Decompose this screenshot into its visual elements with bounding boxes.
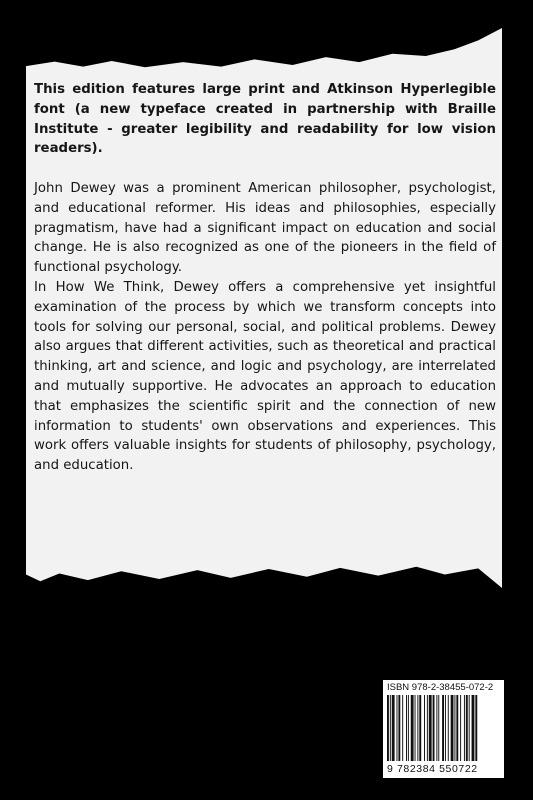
blurb: [34, 80, 496, 476]
barcode-digits: 9 782384 550722: [387, 763, 478, 775]
book-description: In How We Think, Dewey offers a comprehensive yet insightful examination of the process by which we transform concepts into tools for solving our personal, social, and political problems. Dewey also argues that different activities, such as theoretical and practical thinking, art and science, and logic and psychology, are interrelated and mutually supportive. He advocates an approach to education that emphasizes the scientific spirit and the connection of new information to students' own observations and experiences. This work offers valuable insights for students of philosophy, psychology, and education.: [34, 279, 496, 474]
barcode-bars: [387, 695, 500, 761]
edition-note: This edition features large print and Atkinson Hyperlegible font (a new typeface created in partnership with Braille Institute - greater legibility and readability for low vision readers).: [34, 82, 496, 157]
author-paragraph: John Dewey was a prominent American philosopher, psychologist, and educational reformer. His ideas and philosophies, especially pragmatism, have had a significant impact on education and social change. He is also recognized as one of the pioneers in the field of functional psychology.: [34, 180, 496, 276]
isbn-label: ISBN 978-2-38455-072-2: [387, 682, 494, 693]
isbn-barcode: [383, 680, 504, 778]
